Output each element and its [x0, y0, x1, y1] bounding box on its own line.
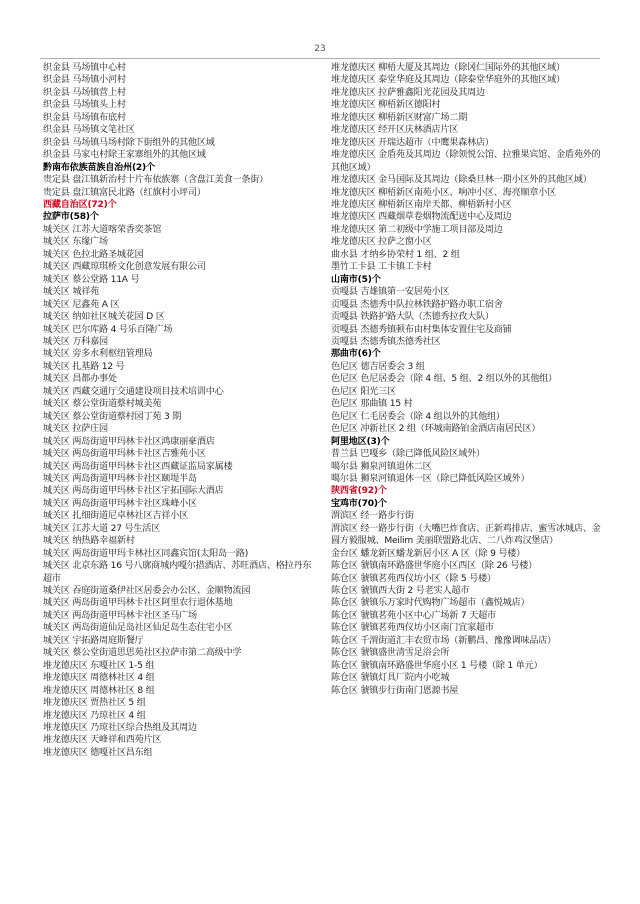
area-entry: 普兰县 巴嘎乡（除已降低风险区域外）: [331, 449, 485, 460]
area-entry: 城关区 北京东路 16 号八廓商城内嘎尔措酒店、苏旺酒店、格拉丹东超市: [43, 561, 312, 584]
area-entry: 城关区 扎基路 12 号: [43, 361, 125, 372]
area-entry: 堆龙德庆区 柳梧新区南岸天都、柳梧新村小区: [331, 199, 512, 210]
area-entry: 贡嘎县 吉雄镇第一安居苑小区: [331, 287, 450, 298]
area-entry: 城关区 两岛街道甲玛林卡社区珠峰小区: [43, 498, 197, 509]
area-entry: 贡嘎县 杰德秀镇杰德秀社区: [331, 336, 441, 347]
area-entry: 堆龙德庆区 西藏烟草卷烟物流配送中心及周边: [331, 212, 512, 223]
area-entry: 城关区 昌都办事处: [43, 374, 117, 385]
area-entry: 城关区 纳热路幸福新村: [43, 536, 135, 547]
area-entry: 织金县 马场镇小河村: [43, 75, 126, 86]
area-entry: 城关区 蔡公堂路 11A 号: [43, 274, 140, 285]
area-entry: 堆龙德庆区 拉萨之窗小区: [331, 237, 432, 248]
area-entry: 城关区 西藏琼琪桥文化创意发展有限公司: [43, 262, 206, 273]
area-entry: 城关区 两岛街道甲玛林卡社区鸿康丽豪酒店: [43, 436, 215, 447]
area-entry: 曲水县 才纳乡协荣村 1 组、2 组: [331, 249, 460, 260]
area-entry: 城关区 两岛街道甲玛林卡社区阿里农行退休基地: [43, 598, 233, 609]
area-entry: 织金县 马家屯村除王家寨组外的其他区域: [43, 150, 206, 161]
area-entry: 城关区 两岛街道甲玛林卡社区圣马广场: [43, 610, 197, 621]
area-entry: 堆龙德庆区 乃琼社区综合热组及其周边: [43, 723, 197, 734]
area-entry: 城关区 西藏交通厅交通建设项目技术培训中心: [43, 386, 224, 397]
area-entry: 墨竹工卡县 工卡镇工卡村: [331, 262, 432, 273]
area-entry: 堆龙德庆区 乃琼社区 4 组: [43, 710, 146, 721]
area-entry: 城关区 东缘广场: [43, 237, 108, 248]
area-entry: 城关区 江苏大道 27 号生活区: [43, 523, 161, 534]
area-entry: 织金县 马场镇中心村: [43, 63, 126, 73]
area-entry: 堆龙德庆区 泰堂华庭及其周边（除泰堂华庭外的其他区域）: [331, 75, 565, 86]
area-entry: 城关区 两岛街道甲玛林卡社区吉雅苑小区: [43, 449, 206, 460]
area-entry: 陈仓区 虢镇步行街南门恩源书屋: [331, 685, 459, 696]
area-entry: 色尼区 仁毛居委会（除 4 组以外的其他组）: [331, 411, 505, 422]
area-entry: 陈仓区 虢镇茗苑小区中心广场新 7 天超市: [331, 610, 496, 621]
area-entry: 织金县 马场镇头上村: [43, 100, 126, 111]
province-heading: 陕西省(92)个: [331, 486, 387, 497]
area-entry: 色尼区 色尼居委会（除 4 组、5 组、2 组以外的其他组）: [331, 374, 557, 385]
area-entry: 城关区 扎细街道尼卓林社区吉祥小区: [43, 511, 188, 522]
area-entry: 陈仓区 千渭街道汇丰农贸市场（新鹏昌、豫豫调味品店）: [331, 635, 557, 646]
area-entry: 织金县 马场镇文笔社区: [43, 125, 135, 136]
area-entry: 堆龙德庆区 柳梧新区财富广场二期: [331, 112, 468, 123]
area-entry: 堆龙德庆区 柳梧新区德阳村: [331, 100, 441, 111]
area-entry: 色尼区 德吉居委会 3 组: [331, 361, 425, 372]
area-entry: 金台区 蟠龙新区蟠龙新居小区 A 区（除 9 号楼）: [331, 548, 526, 559]
area-entry: 城关区 两岛街道甲玛卡林社区同鑫宾馆(太阳岛一路): [43, 548, 249, 559]
page-number: 23: [314, 44, 326, 54]
area-entry: 贵定县 盘江镇新治村十片布依族寨（含盘江美食一条街）: [43, 175, 269, 186]
area-entry: 堆龙德庆区 东嘎社区 1-5 组: [43, 660, 155, 671]
area-entry: 堆龙德庆区 天峰祥和西苑片区: [43, 735, 162, 746]
area-entry: 色尼区 冲新社区 2 组（环城南路铂金酒店南居民区）: [331, 424, 541, 435]
area-entry: 陈仓区 虢镇茗苑西仪坊小区南门宜家超市: [331, 623, 494, 634]
area-entry: 织金县 马场镇布底村: [43, 112, 126, 123]
area-entry: 堆龙德庆区 柳梧新区南苑小区、响冲小区、海亮顺章小区: [331, 187, 557, 198]
area-entry: 陈仓区 虢镇灯具厂院内小吃城: [331, 673, 450, 684]
area-entry: 城关区 城祥苑: [43, 287, 100, 298]
area-entry: 城关区 蔡公堂街道蔡村园丁苑 3 期: [43, 411, 182, 422]
area-entry: 陈仓区 虢镇西大街 2 号老实人超市: [331, 586, 470, 597]
city-heading: 拉萨市(58)个: [43, 212, 99, 223]
area-entry: 贡嘎县 杰德秀中队拉林铁路护路办职工宿舍: [331, 299, 503, 310]
area-entry: 堆龙德庆区 贾热社区 5 组: [43, 698, 146, 709]
area-entry: 色尼区 那曲镇 15 村: [331, 399, 413, 410]
area-entry: 城关区 两岛街道仙足岛社区仙足岛生态住宅小区: [43, 623, 233, 634]
area-entry: 城关区 尼鑫苑 A 区: [43, 299, 120, 310]
area-entry: 堆龙德庆区 周德林社区 8 组: [43, 685, 155, 696]
left-column: [43, 62, 320, 759]
city-heading: 阿里地区(3)个: [331, 436, 390, 447]
city-heading: 宝鸡市(70)个: [331, 498, 387, 509]
area-entry: 堆龙德庆区 德嘎社区昌东组: [43, 747, 153, 758]
area-entry: 陈仓区 虢镇盛世清雪足浴会所: [331, 648, 450, 659]
area-entry: 城关区 江苏大道喀荣香奕茶馆: [43, 224, 162, 235]
area-entry: 陈仓区 虢镇乐万家时代购物广场超市（鑫悦城店）: [331, 598, 530, 609]
area-entry: 噶尔县 狮泉河镇退休一区（除已降低风险区域外）: [331, 473, 530, 484]
area-entry: 堆龙德庆区 第二初级中学施工项目部及周边: [331, 224, 503, 235]
area-entry: 陈仓区 虢镇茗苑西仪坊小区（除 5 号楼）: [331, 573, 496, 584]
area-entry: 城关区 万科嘉园: [43, 336, 108, 347]
area-entry: 城关区 蔡公堂街道蔡村城美苑: [43, 399, 162, 410]
area-entry: 陈仓区 虢镇南环路盛世华庭小区西区（除 26 号楼）: [331, 561, 538, 572]
area-entry: 城关区 旁多水利枢纽管理局: [43, 349, 153, 360]
city-heading: 山南市(5)个: [331, 274, 381, 285]
area-entry: 贡嘎县 杰德秀镇顿布由村集体安置住宅及商铺: [331, 324, 512, 335]
province-heading: 西藏自治区(72)个: [43, 199, 117, 210]
area-entry: 贵定县 盘江镇富民北路（红旗村小坪司）: [43, 187, 206, 198]
area-entry: 城关区 两岛街道甲玛林卡社区西藏证监局家属楼: [43, 461, 233, 472]
area-entry: 城关区 两岛街道甲玛林卡社区宇拓国际大酒店: [43, 486, 224, 497]
area-entry: 陈仓区 虢镇南环路盛世华庭小区 1 号楼（除 1 单元）: [331, 660, 543, 671]
area-entry: 噶尔县 狮泉河镇退休二区: [331, 461, 432, 472]
area-entry: 色尼区 阳光三区: [331, 386, 396, 397]
area-entry: 城关区 纳如社区城关花园 D 区: [43, 312, 165, 323]
area-entry: 渭滨区 经一路步行街（大嘴巴炸食店、正新鸡排店、蜜雪冰城店、金圆方毅服城、Meilim 美丽联盟路北店、二八炸鸡汉堡店）: [331, 523, 601, 547]
area-entry: 渭滨区 经一路步行街: [331, 511, 414, 522]
area-entry: 城关区 吞庭街道桑伊社区居委会办公区、金顺物流园: [43, 586, 251, 597]
area-entry: 堆龙德庆区 金马国际及其周边（除桑旦林一期小区外的其他区域）: [331, 175, 592, 186]
area-entry: 城关区 色拉北路圣城花园: [43, 249, 144, 260]
header-rule: [40, 58, 600, 59]
area-entry: 城关区 两岛街道甲玛林卡社区颐堤半岛: [43, 473, 197, 484]
area-entry: 堆龙德庆区 周德林社区 4 组: [43, 673, 155, 684]
area-entry: 织金县 马场镇营上村: [43, 87, 126, 98]
area-entry: 贡嘎县 铁路护路大队（杰德秀拉孜大队）: [331, 312, 494, 323]
city-heading: 黔南布依族苗族自治州(2)个: [43, 162, 155, 173]
city-heading: 那曲市(6)个: [331, 349, 381, 360]
area-entry: 堆龙德庆区 金盾苑及其周边（除领悦公馆、拉雅果宾馆、金盾苑外的其他区域）: [331, 150, 601, 173]
area-entry: 城关区 巴尔库路 4 号乐百隆广场: [43, 324, 173, 335]
area-entry: 城关区 宇拓路周庭斯餐厅: [43, 635, 144, 646]
right-column: [331, 62, 603, 697]
area-entry: 织金县 马场镇马场村除下街组外的其他区域: [43, 137, 215, 148]
area-entry: 堆龙德庆区 开瑞达超市（中鹰果森林店）: [331, 137, 494, 148]
area-entry: 堆龙德庆区 经开区庆林酒店片区: [331, 125, 459, 136]
area-entry: 城关区 拉萨庄园: [43, 424, 108, 435]
area-entry: 堆龙德庆区 拉萨雅鑫阳光花园及其周边: [331, 87, 485, 98]
area-entry: 城关区 蔡公堂街道思思苑社区拉萨市第二高级中学: [43, 648, 242, 659]
area-entry: 堆龙德庆区 柳梧大厦及其周边（除冈仁国际外的其他区域）: [331, 63, 565, 73]
